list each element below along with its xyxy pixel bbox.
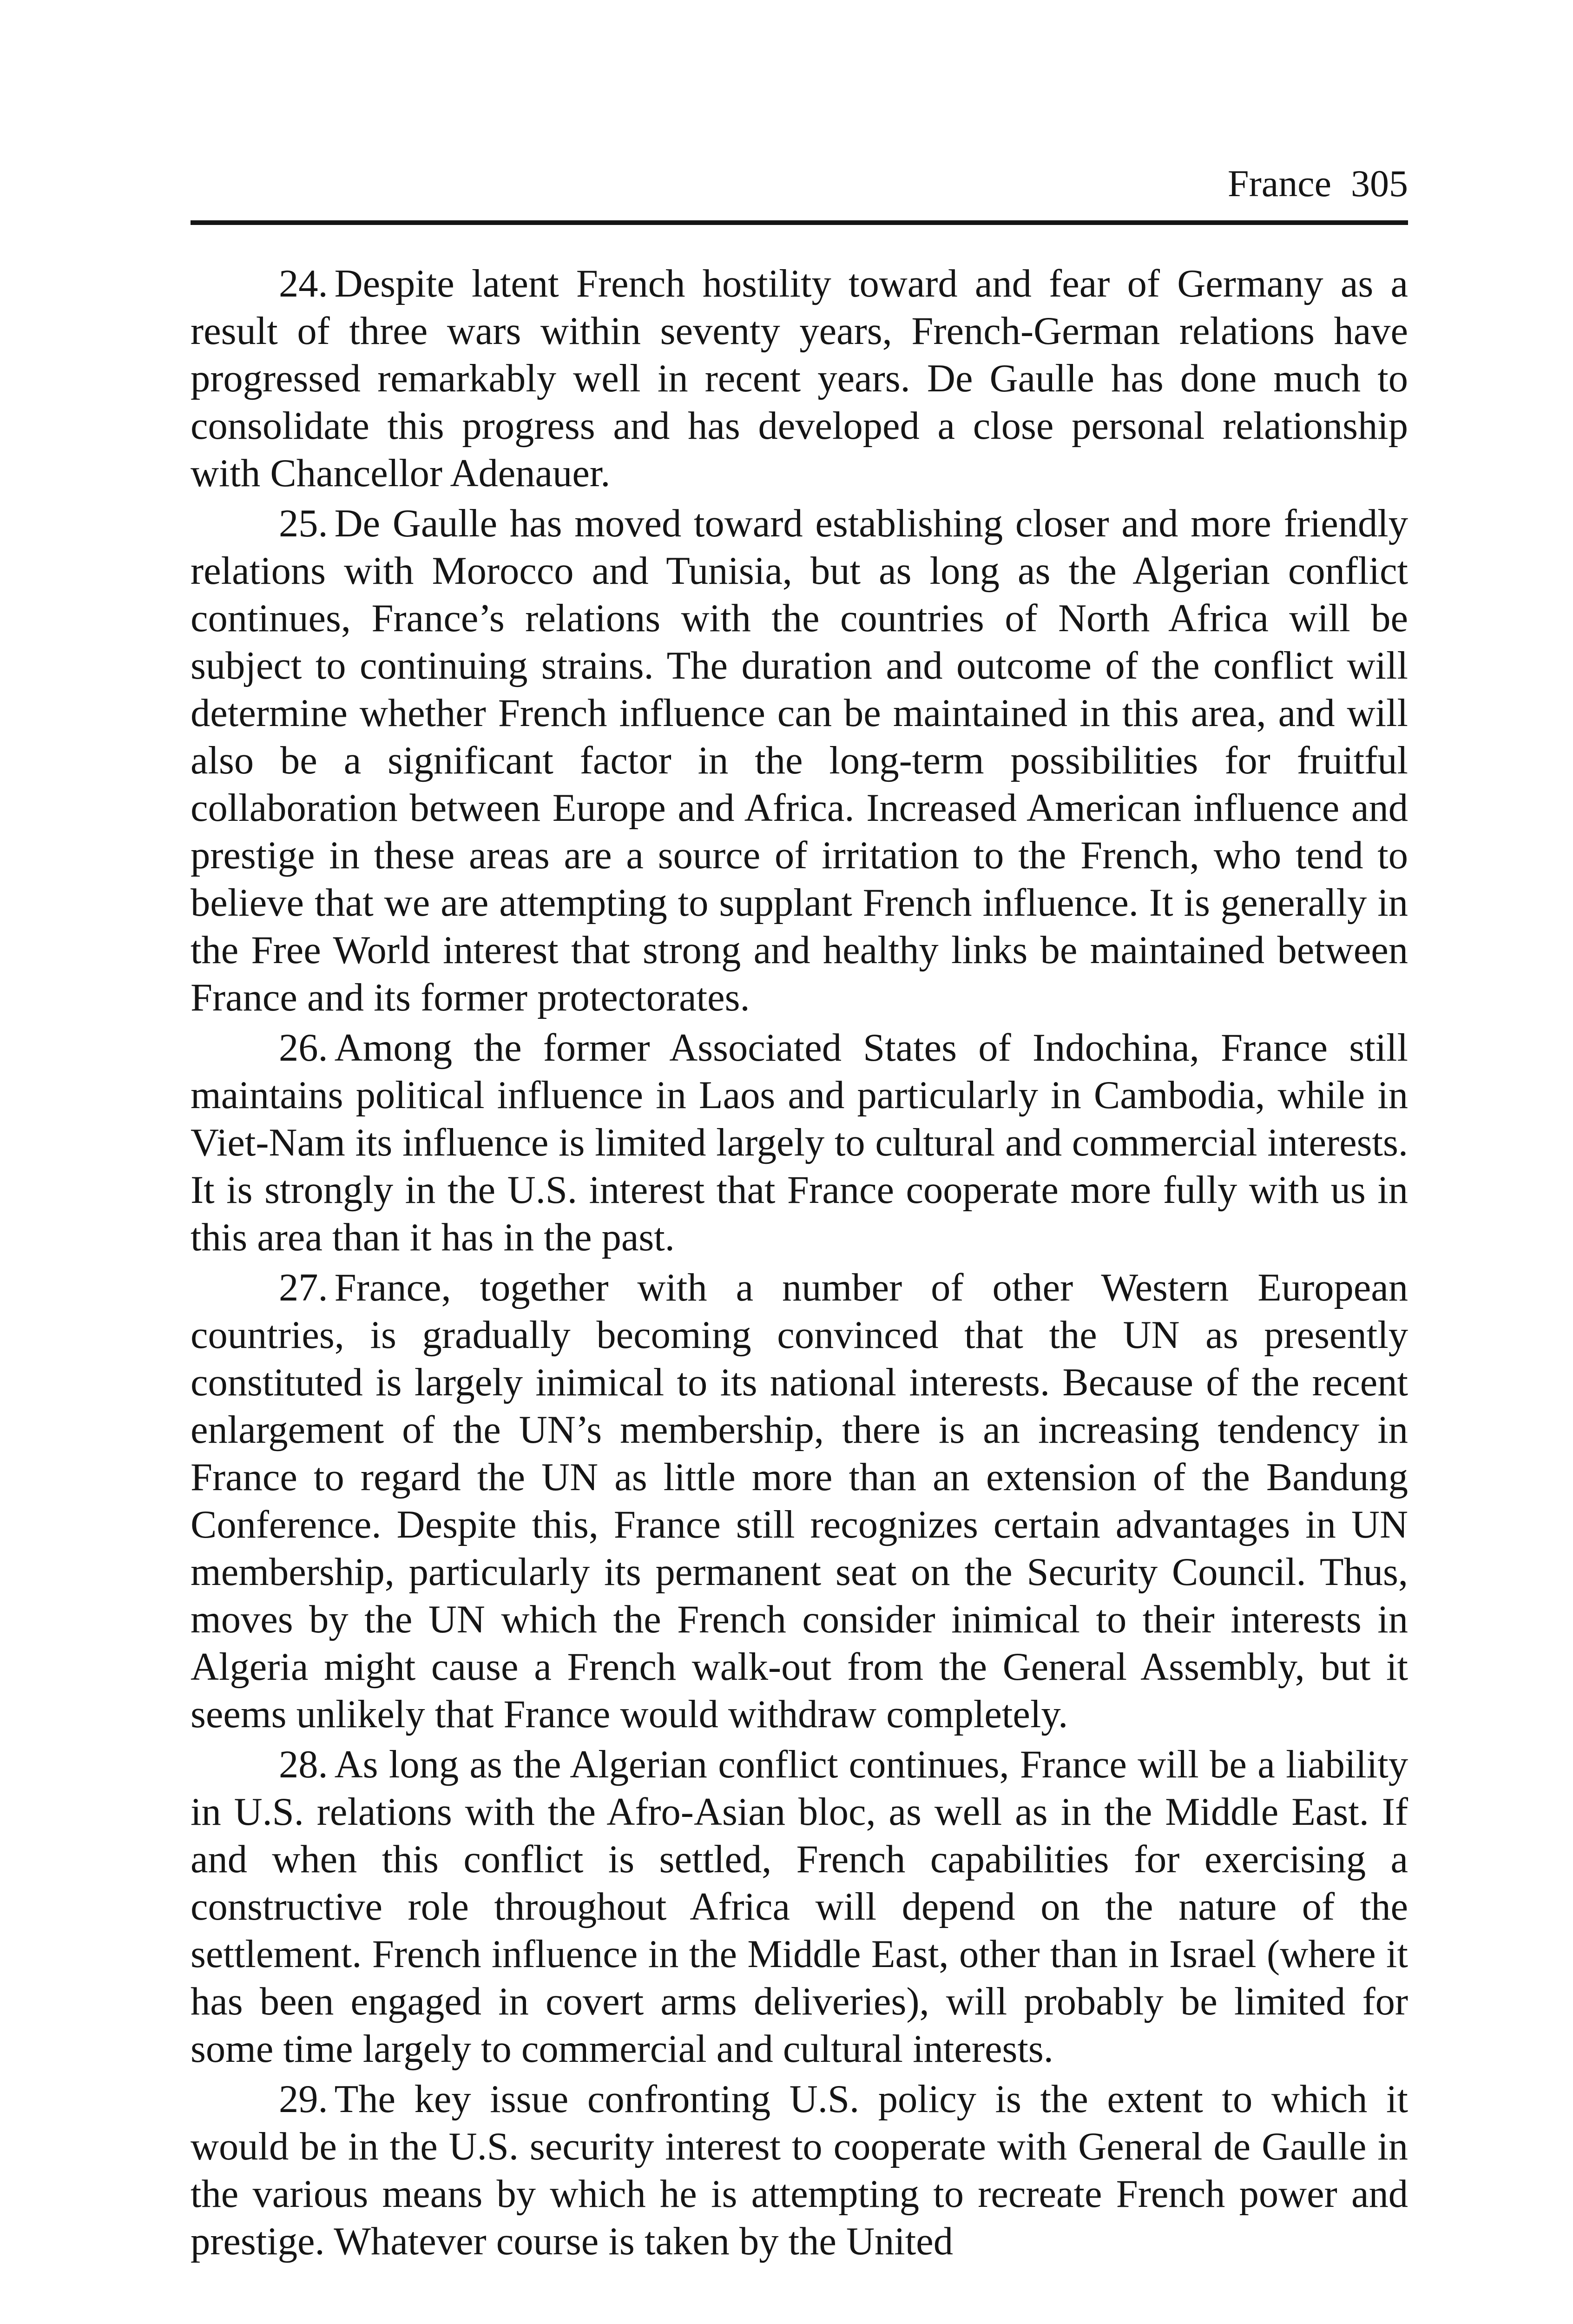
paragraph-text: The key issue confronting U.S. policy is the extent to which it would be in the U.S. security interest to cooperate with General de Gaulle in the various means by which he is attempting to recreate French power and prestige. Whatever course is taken by the United (191, 2078, 1408, 2263)
paragraph-25 (191, 500, 1408, 1022)
paragraph-number: 25. (279, 502, 328, 545)
paragraph-number: 27. (279, 1266, 328, 1309)
header-rule (191, 220, 1408, 225)
paragraph-text: De Gaulle has moved toward establishing closer and more friendly relations with Morocco and Tunisia, but as long as the Algerian conflict continues, France’s relations with the countries of North Africa will be subject to continuing strains. The duration and outcome of the conflict will determine whether French influence can be maintained in this area, and will also be a significant factor in the long-term possibilities for fruitful collaboration between Europe and Africa. Increased American influence and prestige in these areas are a source of irritation to the French, who tend to believe that we are attempting to supplant French influence. It is generally in the Free World interest that strong and healthy links be maintained between France and its former protectorates. (191, 502, 1408, 1019)
page-number: 305 (1351, 162, 1408, 205)
paragraph-text: Among the former Associated States of Indochina, France still maintains political influence in Laos and particularly in Cambodia, while in Viet-Nam its influence is limited largely to cultural and commercial interests. It is strongly in the U.S. interest that France cooperate more fully with us in this area than it has in the past. (191, 1026, 1408, 1259)
paragraph-27 (191, 1264, 1408, 1738)
paragraph-24 (191, 260, 1408, 497)
paragraph-number: 28. (279, 1743, 328, 1786)
paragraph-text: As long as the Algerian conflict continues, France will be a liability in U.S. relations with the Afro-Asian bloc, as well as in the Middle East. If and when this conflict is settled, French capabilities for exercising a constructive role throughout Africa will depend on the nature of the settlement. French influence in the Middle East, other than in Israel (where it has been engaged in covert arms deliveries), will probably be limited for some time largely to commercial and cultural interests. (191, 1743, 1408, 2071)
paragraph-28 (191, 1741, 1408, 2073)
paragraph-text: Despite latent French hostility toward and fear of Germany as a result of three wars within seventy years, French-German relations have progressed remarkably well in recent years. De Gaulle has done much to consolidate this progress and has developed a close personal relationship with Chancellor Adenauer. (191, 262, 1408, 495)
running-title: France (1227, 162, 1331, 205)
paragraph-26 (191, 1024, 1408, 1261)
paragraph-text: France, together with a number of other Western European countries, is gradually becoming convinced that the UN as presently constituted is largely inimical to its national interests. Because of the recent enlargement of the UN’s membership, there is an increasing tendency in France to regard the UN as little more than an extension of the Bandung Conference. Despite this, France still recognizes certain advantages in UN membership, particularly its permanent seat on the Security Council. Thus, moves by the UN which the French consider inimical to their interests in Algeria might cause a French walk-out from the General Assembly, but it seems unlikely that France would withdraw completely. (191, 1266, 1408, 1736)
paragraph-number: 26. (279, 1026, 328, 1070)
running-header (191, 160, 1408, 225)
paragraph-number: 29. (279, 2078, 328, 2121)
body-text (191, 260, 1408, 2265)
paragraph-number: 24. (279, 262, 328, 305)
paragraph-29 (191, 2076, 1408, 2265)
